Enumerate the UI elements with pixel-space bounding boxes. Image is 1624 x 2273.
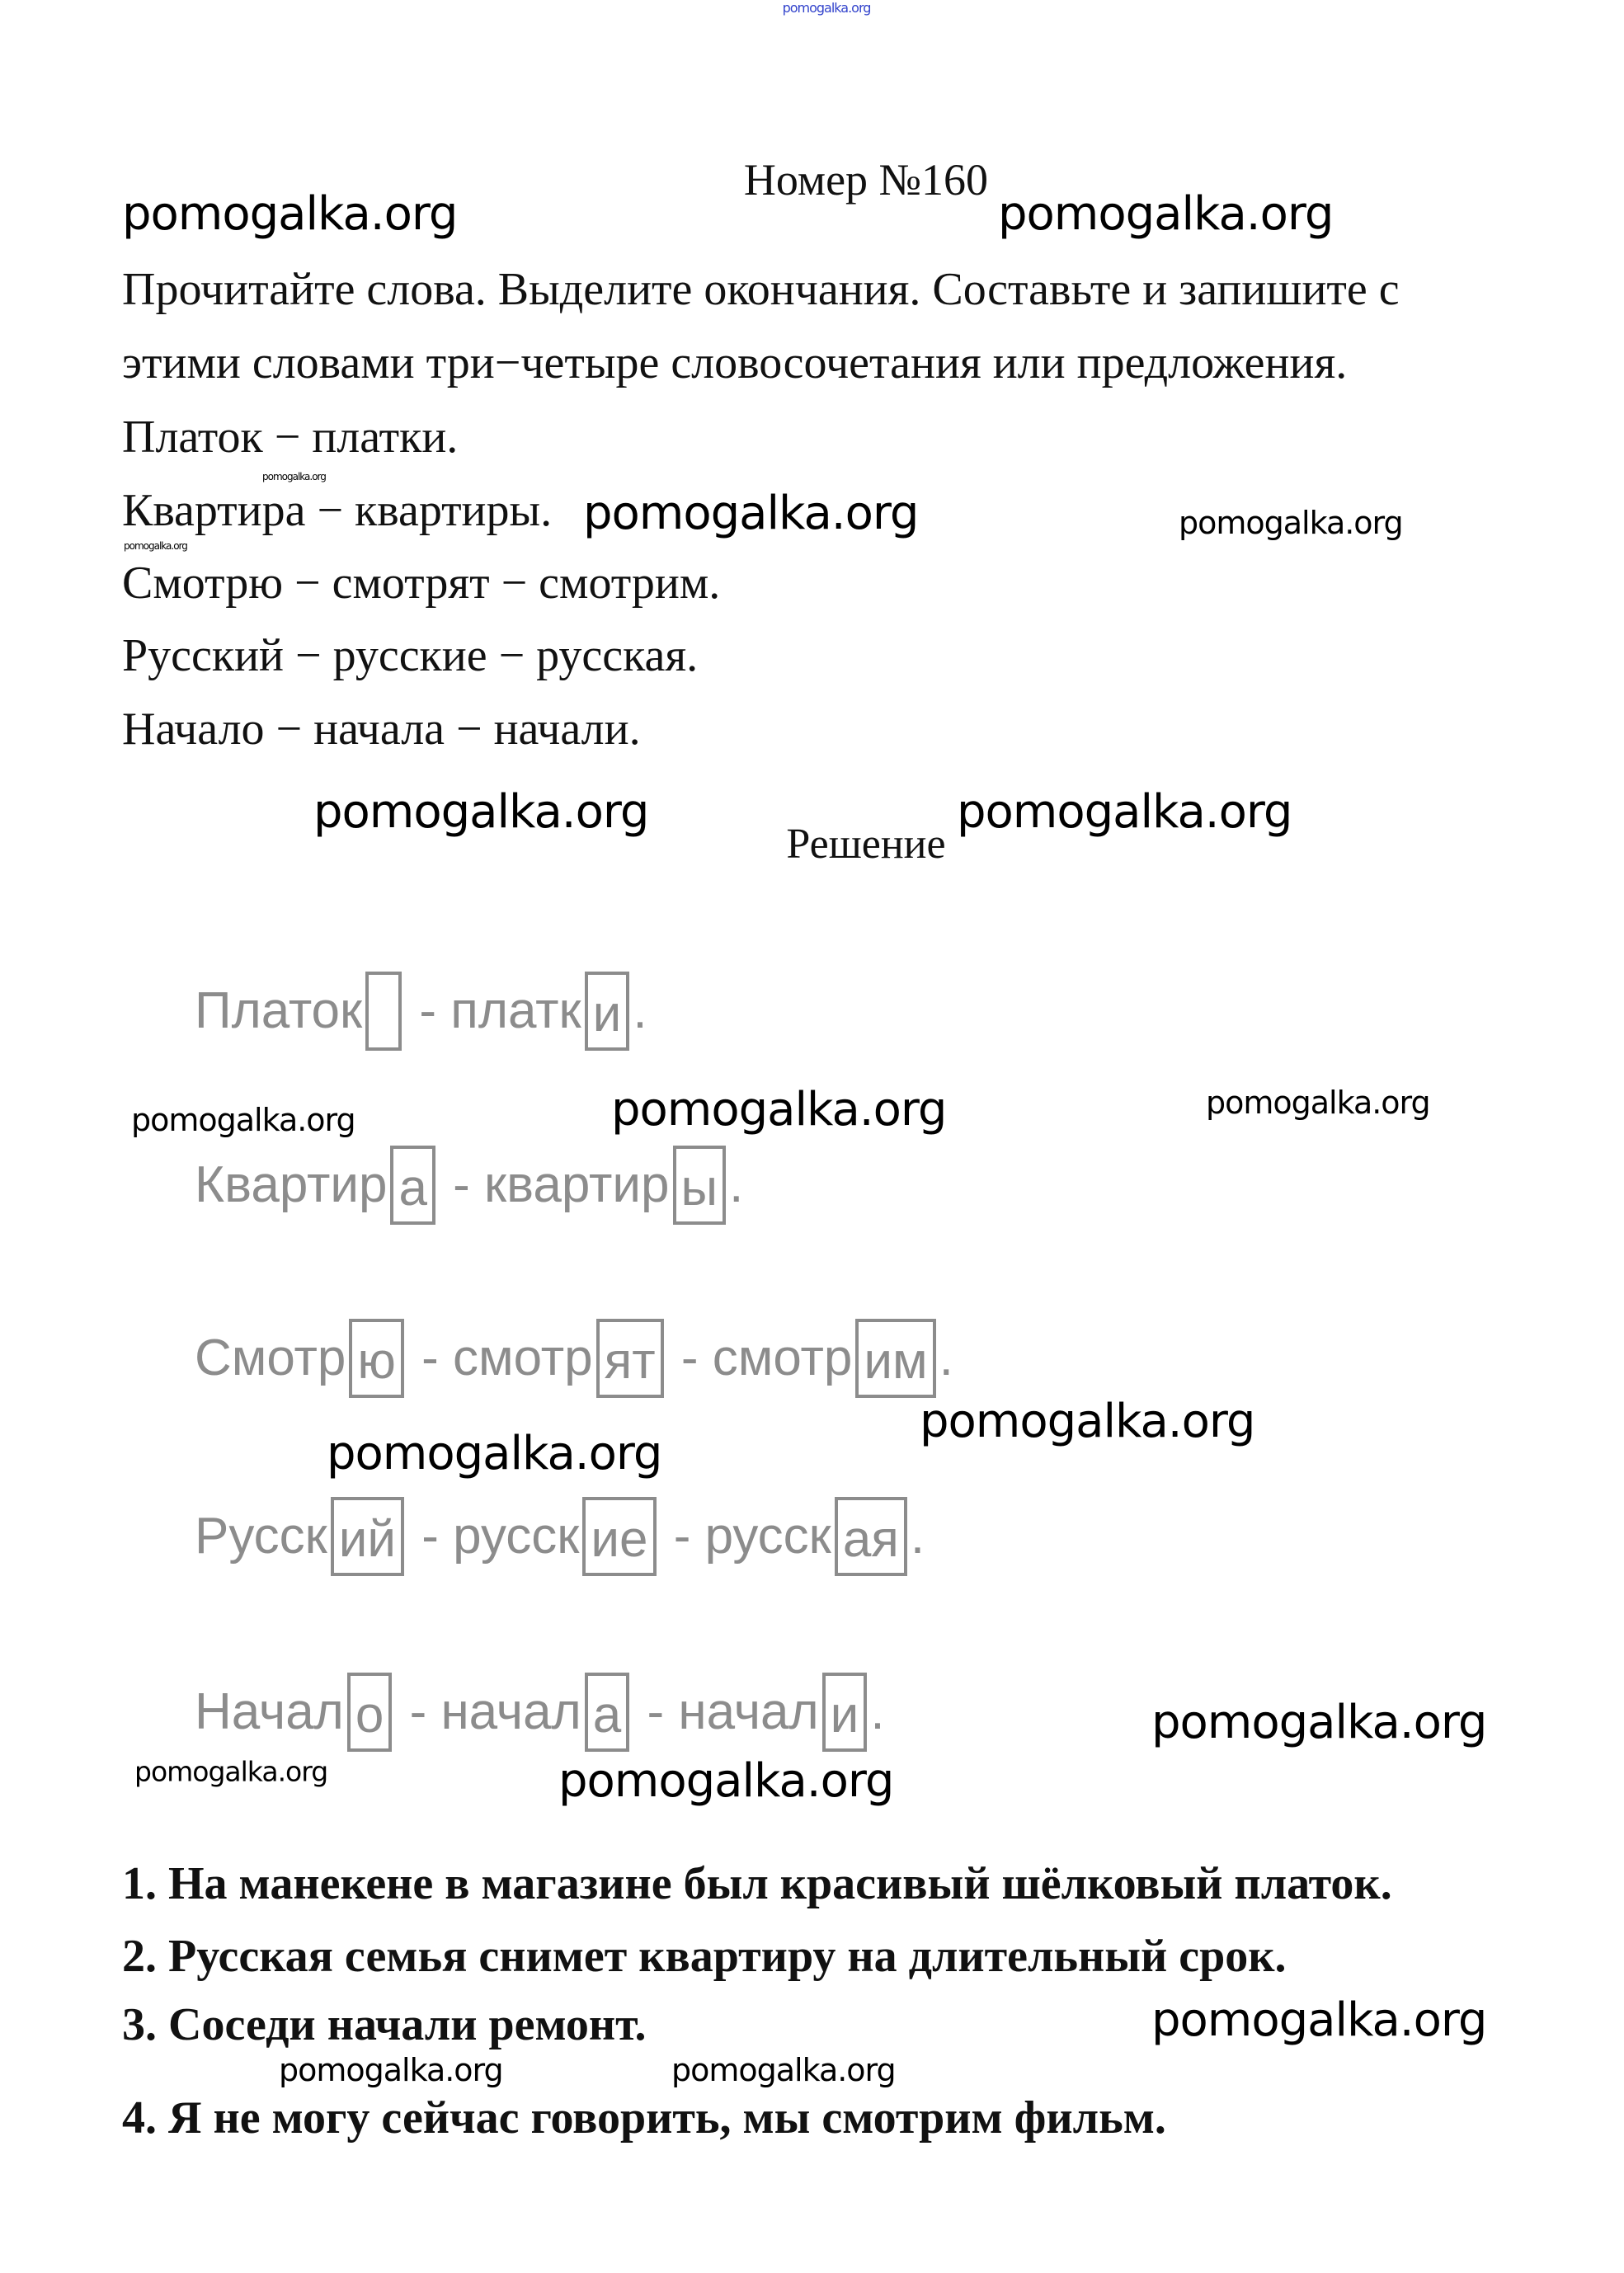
watermark: pomogalka.org [262,471,326,482]
watermark: pomogalka.org [671,2052,896,2088]
ending-box [365,972,402,1051]
watermark: pomogalka.org [1151,1993,1487,2047]
task-line: Прочитайте слова. Выделите окончания. Составьте и запишите с [122,264,1400,315]
ending-box: ие [582,1497,656,1576]
endings-row [195,972,647,1051]
watermark: pomogalka.org [327,1427,662,1480]
ending-box: о [347,1673,392,1752]
word-stem: . [729,1156,744,1213]
watermark: pomogalka.org [1206,1085,1430,1121]
watermark: pomogalka.org [782,0,871,16]
ending-box: ят [596,1319,664,1398]
watermark: pomogalka.org [583,487,919,540]
watermark: pomogalka.org [920,1395,1255,1448]
sentence: 1. На манекене в магазине был красивый шёлковый платок. [122,1858,1392,1909]
task-line: Квартира − квартиры. [122,485,553,536]
watermark: pomogalka.org [957,785,1292,839]
watermark: pomogalka.org [558,1754,894,1808]
endings-row [195,1146,743,1225]
word-stem: . [910,1508,925,1565]
task-line: Платок − платки. [122,412,459,463]
word-stem: Начал [195,1683,344,1740]
watermark: pomogalka.org [131,1102,355,1138]
word-stem: - квартир [438,1156,670,1213]
word-stem: Смотр [195,1329,346,1386]
ending-box: и [822,1673,868,1752]
word-stem: - смотр [666,1329,853,1386]
word-stem: Квартир [195,1156,388,1213]
word-stem: - смотр [407,1329,593,1386]
watermark: pomogalka.org [134,1755,328,1788]
page-title: Номер №160 [743,155,989,205]
ending-box: ы [673,1146,727,1225]
sentence: 3. Соседи начали ремонт. [122,1999,647,2050]
ending-box: ий [331,1497,404,1576]
ending-box: ю [349,1319,404,1398]
ending-box: ая [835,1497,907,1576]
word-stem: - начал [395,1683,581,1740]
task-line: Русский − русские − русская. [122,630,699,681]
solution-title: Решение [786,821,946,868]
watermark: pomogalka.org [611,1083,947,1136]
task-line: Начало − начала − начали. [122,704,641,755]
endings-row [195,1319,953,1398]
ending-box: им [855,1319,935,1398]
word-stem: Русск [195,1508,327,1565]
watermark: pomogalka.org [279,2052,503,2088]
word-stem: - платк [405,982,581,1039]
word-stem: . [870,1683,885,1740]
word-stem: - русск [407,1508,580,1565]
ending-box: а [390,1146,435,1225]
watermark: pomogalka.org [1151,1696,1487,1749]
sentence: 2. Русская семья снимет квартиру на длительный срок. [122,1931,1287,1982]
watermark: pomogalka.org [313,785,649,839]
endings-row [195,1673,885,1752]
sentence: 4. Я не могу сейчас говорить, мы смотрим фильм. [122,2092,1166,2144]
endings-row [195,1497,925,1576]
watermark: pomogalka.org [1179,505,1403,541]
watermark: pomogalka.org [122,187,458,241]
task-line: Смотрю − смотрят − смотрим. [122,558,721,609]
ending-box: а [585,1673,629,1752]
watermark: pomogalka.org [124,540,187,552]
watermark: pomogalka.org [998,187,1334,241]
ending-box: и [585,972,630,1051]
word-stem: - русск [659,1508,831,1565]
word-stem: Платок [195,982,363,1039]
word-stem: . [939,1329,953,1386]
word-stem: . [633,982,647,1039]
task-line: этими словами три−четыре словосочетания или предложения. [122,337,1348,388]
word-stem: - начал [633,1683,819,1740]
